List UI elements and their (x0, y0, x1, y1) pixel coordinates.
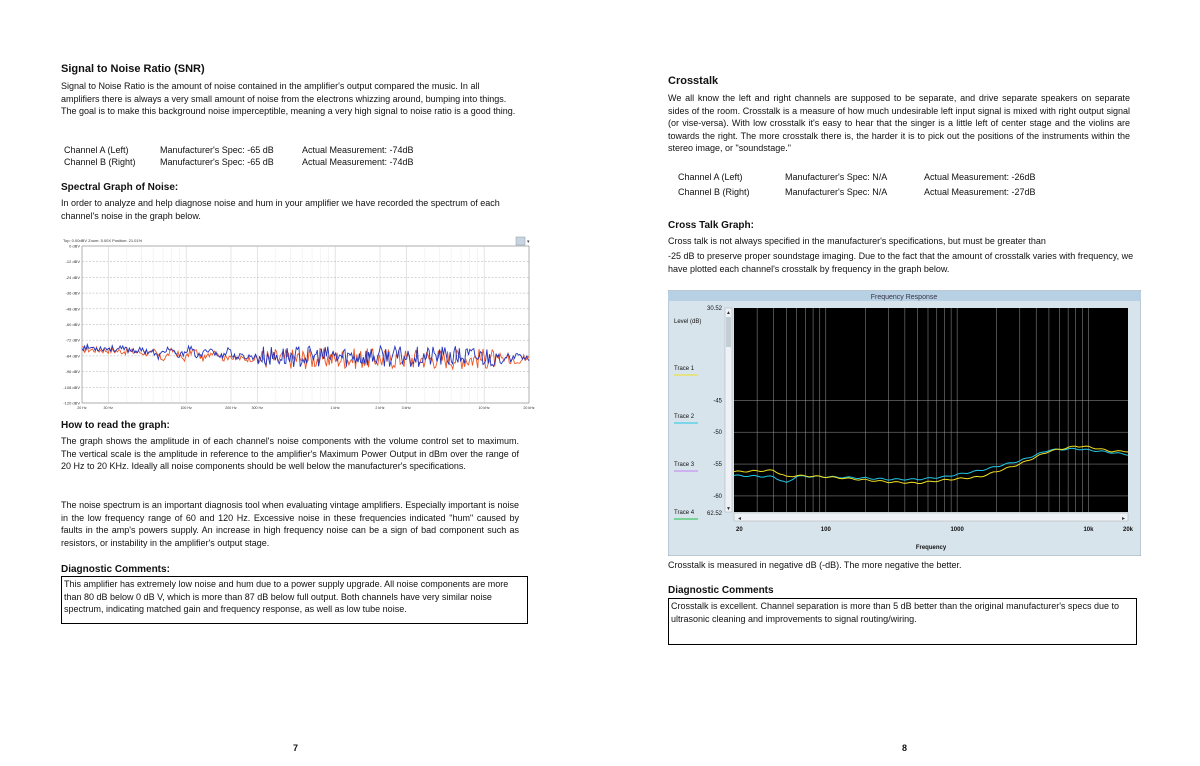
noise-y-label: -36 dBV (65, 290, 80, 296)
noise-y-label: -72 dBV (65, 337, 80, 343)
snr-row-a-channel: Channel A (Left) (64, 145, 129, 155)
freq-y-tick: -55 (713, 462, 722, 469)
level-label: Level (dB) (674, 319, 702, 325)
ct-row-b-actual: Actual Measurement: -27dB (924, 187, 1036, 197)
noise-y-label: -96 dBV (65, 369, 80, 375)
howto-title: How to read the graph: (61, 420, 170, 431)
ct-row-b-channel: Channel B (Right) (678, 187, 750, 197)
freq-y-tick: -50 (713, 430, 722, 437)
noise-y-label: -108 dBV (63, 384, 80, 390)
freq-x-tick: 10k (1083, 527, 1094, 533)
freq-y-tick: -45 (713, 398, 722, 405)
trace-label: Trace 1 (674, 366, 695, 372)
noise-y-label: -84 dBV (65, 353, 80, 359)
freq-x-tick: 20k (1122, 527, 1134, 533)
howto-body: The graph shows the amplitude in of each channel's noise components with the volume control set to maximum. The vertical scale is the amplitude in reference to the amplifier's Maximum Power Output in dBm over the range of 20 Hz to 20 KHz. Ideally all noise components should be well below the manufacturer's specifications. (61, 436, 519, 471)
diag-title-left: Diagnostic Comments: (61, 564, 170, 575)
noise-x-label: 30 Hz (103, 406, 113, 410)
crosstalk-frequency-graph (668, 290, 1141, 556)
noise-x-label: 300 Hz (251, 406, 263, 410)
horizontal-scrollbar[interactable] (734, 513, 1128, 521)
vertical-scrollbar-thumb[interactable] (726, 317, 731, 347)
freq-x-tick: 20 (736, 527, 743, 533)
diag-box-right: Crosstalk is excellent. Channel separation is more than 5 dB better than the original manufacturer's specs due to ultrasonic cleaning and improvements to signal routing/wiring. (668, 598, 1137, 645)
graph-settings-icon[interactable] (516, 237, 525, 245)
crosstalk-body: We all know the left and right channels are supposed to be separate, and drive separate speakers on separate sides of the room. Crosstalk is a measure of how much undesirable left input signal is mixed with right output signal (or vise-versa). With low crosstalk it's easy to hear that the singer is a little left of center stage and the violins are towards the right. The more crosstalk there is, the harder it is to pick out the positions of the instruments within the stereo image, or "soundstage." (668, 93, 1130, 153)
snr-row-b-spec: Manufacturer's Spec: -65 dB (160, 157, 274, 167)
page-8 (600, 0, 1200, 766)
snr-body: Signal to Noise Ratio is the amount of noise contained in the amplifier's output compared the music. In all amplifiers there is always a very small amount of noise from the electrons whizzing around, bumping into things. The goal is to make this background noise imperceptible, meaning a very high signal to noise ratio is a good thing. (61, 81, 516, 116)
snr-row-b-channel: Channel B (Right) (64, 157, 136, 167)
scroll-right-icon[interactable]: ▸ (1122, 516, 1126, 522)
ct-graph-title: Cross Talk Graph: (668, 220, 754, 231)
scroll-down-icon[interactable]: ▼ (726, 506, 731, 512)
snr-row-a-spec: Manufacturer's Spec: -65 dB (160, 145, 274, 155)
noise-x-label: 20 kHz (523, 406, 535, 410)
ct-row-a-actual: Actual Measurement: -26dB (924, 172, 1036, 182)
trace-label: Trace 3 (674, 462, 695, 468)
ct-graph-body-1: Cross talk is not always specified in the manufacturer's specifications, but must be greater than (668, 236, 1046, 246)
snr-title: Signal to Noise Ratio (SNR) (61, 63, 205, 75)
snr-row-a-actual: Actual Measurement: -74dB (302, 145, 414, 155)
noise-x-label: 2 kHz (375, 406, 385, 410)
noise-graph-header: Top: 0.00dBV Zoom: 5.00X Position: 21.01% (63, 238, 143, 243)
noise-x-label: 1 kHz (330, 406, 340, 410)
spectrum-body: The noise spectrum is an important diagnosis tool when evaluating vintage amplifiers. Especially important is noise in the low frequency range of 60 and 120 Hz. Excessive noise in these frequencies indicated "hum" caused by faults in the amp's powers supply. An increase in high frequency noise can be a sign of bad component such as resistors, or instability in the amplifier's output stage. (61, 500, 519, 548)
spectral-title: Spectral Graph of Noise: (61, 182, 179, 193)
noise-y-label: -120 dBV (63, 400, 80, 406)
noise-x-label: 200 Hz (225, 406, 237, 410)
ct-row-a-channel: Channel A (Left) (678, 172, 743, 182)
noise-x-label: 3 kHz (401, 406, 411, 410)
trace-label: Trace 4 (674, 510, 695, 516)
page-number-left: 7 (293, 743, 299, 753)
scroll-up-icon[interactable]: ▲ (726, 310, 731, 316)
noise-y-label: -24 dBV (65, 274, 80, 280)
frequency-axis-label: Frequency (915, 545, 947, 551)
noise-spectrum-graph (61, 236, 537, 414)
freq-x-tick: 100 (820, 527, 831, 533)
ct-graph-body-2: -25 dB to preserve proper soundstage imaging. Due to the fact that the amount of crosstalk varies with frequency, we have plotted each channel's crosstalk by frequency in the graph below. (668, 251, 1134, 274)
diag-box-left: This amplifier has extremely low noise and hum due to a power supply upgrade. All noise components are more than 80 dB below 0 dB V, which is more than 87 dB below full output. Both channels have very similar noise spectrum, indicating matched gain and frequency response, as well as low tube noise. (61, 576, 528, 624)
dropdown-arrow-icon[interactable]: ▾ (527, 239, 530, 245)
trace-label: Trace 2 (674, 414, 695, 420)
crosstalk-title: Crosstalk (668, 75, 719, 87)
freq-x-tick: 1000 (950, 527, 964, 533)
scroll-left-icon[interactable]: ◂ (738, 516, 742, 522)
noise-y-label: -60 dBV (65, 322, 80, 327)
freq-graph-title: Frequency Response (870, 294, 938, 301)
noise-y-label: -48 dBV (65, 306, 80, 312)
page-number-right: 8 (902, 743, 908, 753)
ct-caption: Crosstalk is measured in negative dB (-dB). The more negative the better. (668, 560, 962, 570)
noise-x-label: 100 Hz (180, 406, 192, 410)
ct-row-b-spec: Manufacturer's Spec: N/A (785, 187, 888, 197)
freq-y-tick: -60 (713, 493, 722, 500)
top-value: 30.52 (706, 306, 722, 312)
spectral-body: In order to analyze and help diagnose noise and hum in your amplifier we have recorded the spectrum of each channel's noise in the graph below. (61, 198, 500, 221)
noise-x-label: 20 Hz (77, 406, 87, 410)
snr-row-b-actual: Actual Measurement: -74dB (302, 157, 414, 167)
noise-y-label: -12 dBV (65, 259, 80, 265)
noise-y-label: 0 dBV (69, 243, 80, 249)
ct-row-a-spec: Manufacturer's Spec: N/A (785, 172, 888, 182)
bottom-value: 62.52 (706, 511, 722, 517)
diag-title-right: Diagnostic Comments (668, 585, 774, 596)
noise-x-label: 10 kHz (478, 406, 490, 410)
